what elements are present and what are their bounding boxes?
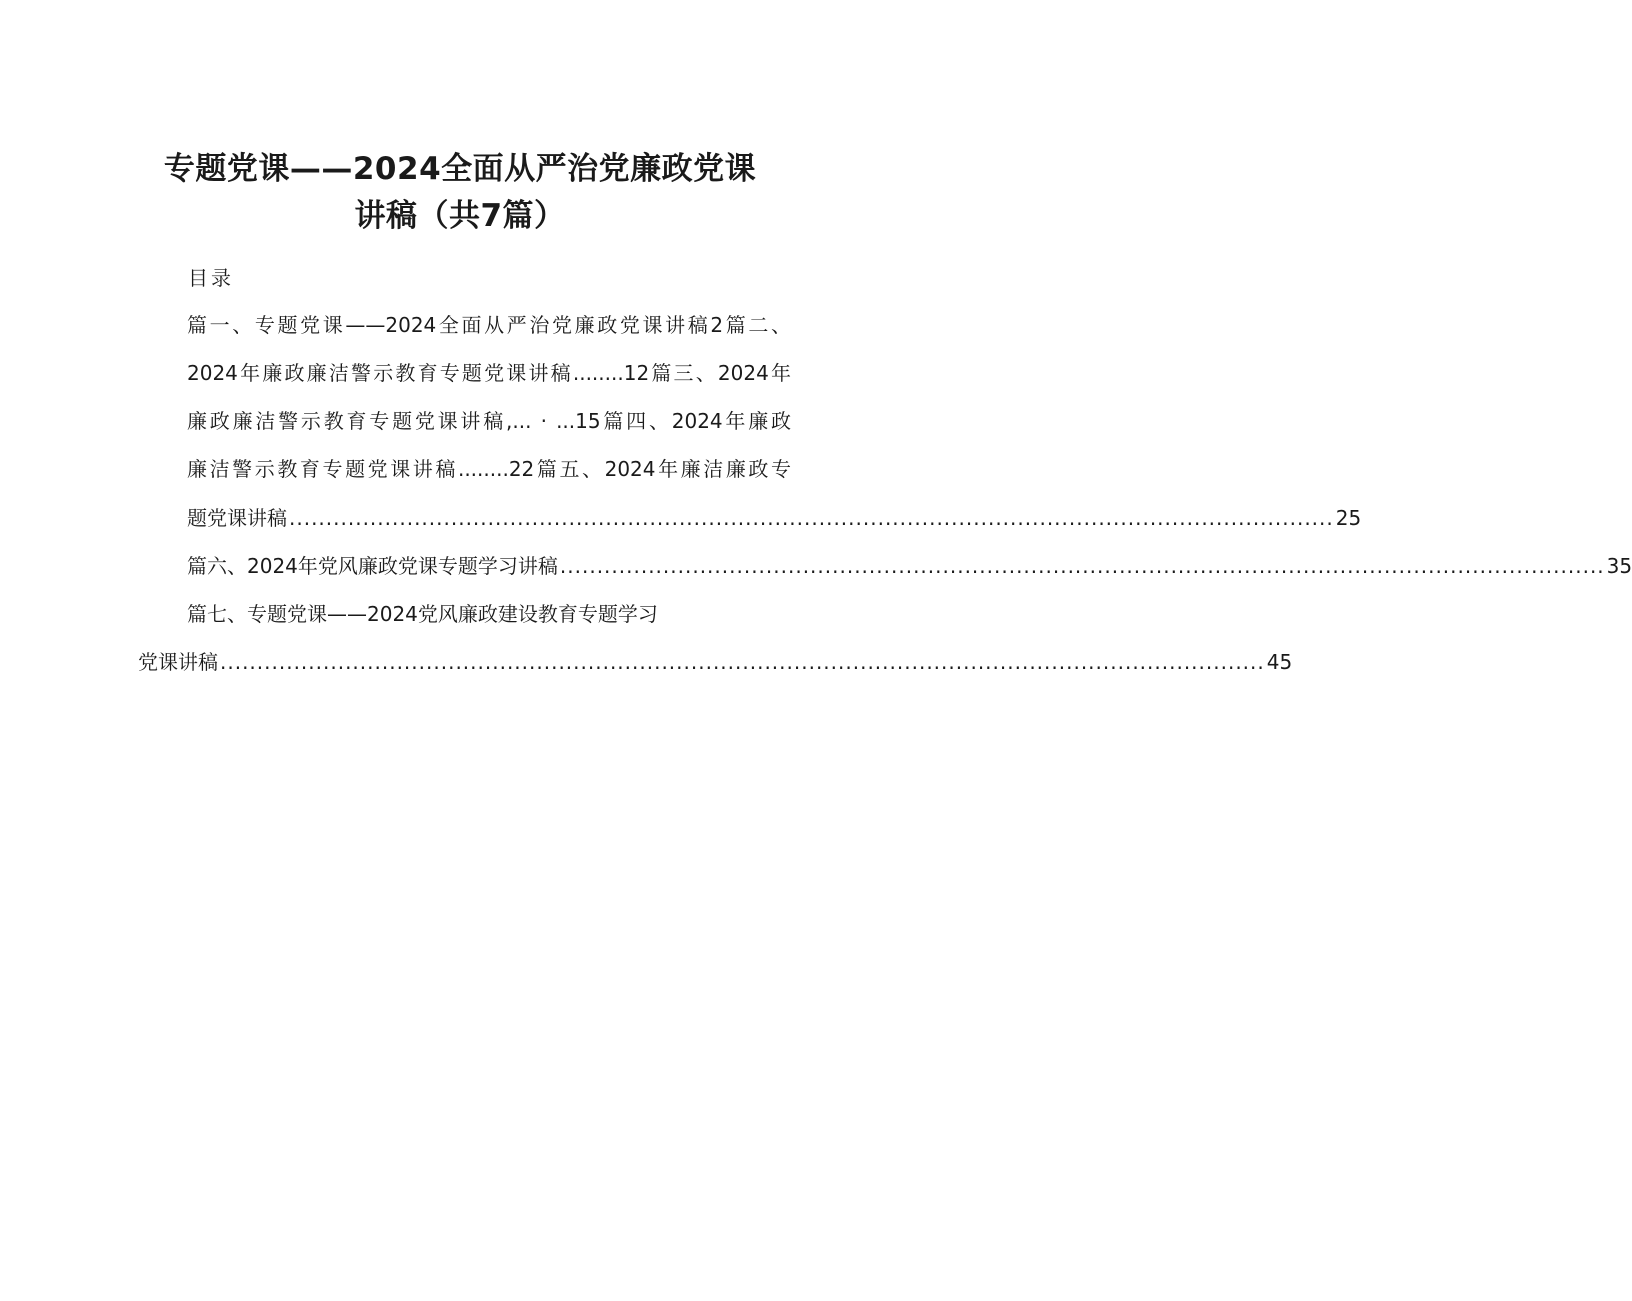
toc-entry-7-line-2 (138, 647, 1293, 677)
document-title-line-1: 专题党课——2024全面从严治党廉政党课 (163, 151, 757, 187)
document-title-line-2: 讲稿（共7篇） (354, 198, 566, 234)
toc-entry-title: 篇六、2024年党风廉政党课专题学习讲稿 (187, 554, 558, 578)
toc-entry-title: 党课讲稿 (138, 650, 218, 674)
toc-page-number: 45 (1266, 650, 1293, 674)
toc-page-number: 35 (1606, 554, 1632, 578)
toc-line-1: 篇一、专题党课——2024全面从严治党廉政党课讲稿2篇二、 (187, 313, 791, 337)
toc-heading: 目录 (188, 266, 234, 290)
toc-page-number: 25 (1335, 506, 1362, 530)
toc-line-3: 廉政廉洁警示教育专题党课讲稿,... · ...15篇四、2024年廉政 (187, 409, 791, 433)
toc-entry-title: 题党课讲稿 (187, 506, 287, 530)
toc-line-4: 廉洁警示教育专题党课讲稿........22篇五、2024年廉洁廉政专 (187, 457, 791, 481)
toc-leader-dots: .............................................................................................................................................. (220, 650, 1265, 674)
toc-leader-dots: .............................................................................................................................................. (559, 554, 1605, 578)
toc-line-2: 2024年廉政廉洁警示教育专题党课讲稿........12篇三、2024年 (187, 361, 791, 385)
toc-entry-6 (187, 551, 1632, 581)
toc-entry-5 (187, 503, 1362, 533)
toc-leader-dots: .............................................................................................................................................. (289, 506, 1334, 530)
toc-entry-7-line-1: 篇七、专题党课——2024党风廉政建设教育专题学习 (187, 602, 658, 626)
